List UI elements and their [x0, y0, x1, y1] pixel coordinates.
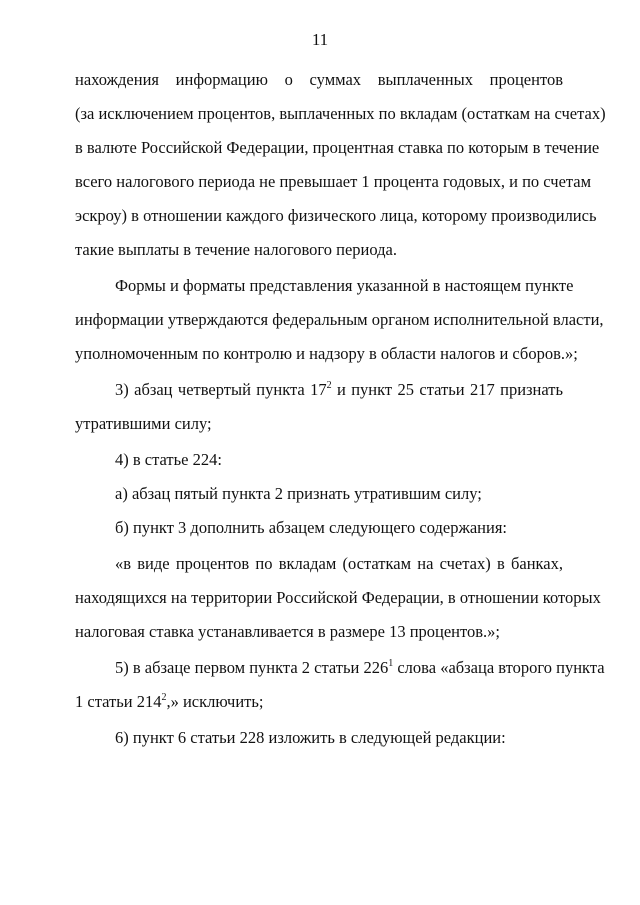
paragraph-item-4b: б) пункт 3 дополнить абзацем следующего содержания: [115, 518, 507, 537]
text-line: (за исключением процентов, выплаченных по вкладам (остаткам на счетах) [75, 104, 606, 123]
text-line [115, 380, 563, 400]
text-line [75, 692, 264, 712]
text-fragment: ,» исключить; [166, 692, 264, 711]
text-line: уполномоченным по контролю и надзору в области налогов и сборов.»; [75, 344, 578, 363]
text-line: «в виде процентов по вкладам (остаткам на счетах) в банках, [115, 554, 563, 573]
text-line: эскроу) в отношении каждого физического лица, которому производились [75, 206, 597, 225]
text-fragment: 3) абзац четвертый пункта 17 [115, 380, 327, 399]
text-line: налоговая ставка устанавливается в размере 13 процентов.»; [75, 622, 501, 641]
text-fragment: 5) в абзаце первом пункта 2 статьи 226 [115, 658, 389, 677]
text-line: утратившими силу; [75, 414, 212, 433]
text-line: Формы и форматы представления указанной в настоящем пункте [115, 276, 574, 295]
page-number: 11 [311, 30, 329, 49]
text-line: информации утверждаются федеральным органом исполнительной власти, [75, 310, 604, 329]
paragraph-item-6: 6) пункт 6 статьи 228 изложить в следующей редакции: [115, 728, 506, 747]
superscript: 2 [161, 692, 167, 703]
text-line: нахождения информацию о суммах выплаченных процентов [75, 70, 563, 89]
text-fragment: слова «абзаца второго пункта [393, 658, 605, 677]
text-fragment: 1 статьи 214 [75, 692, 162, 711]
text-line: такие выплаты в течение налогового периода. [75, 240, 397, 259]
text-line: в валюте Российской Федерации, процентная ставка по которым в течение [75, 138, 600, 157]
paragraph-item-4a: а) абзац пятый пункта 2 признать утратившим силу; [115, 484, 482, 503]
text-line: всего налогового периода не превышает 1 процента годовых, и по счетам [75, 172, 592, 191]
text-line: находящихся на территории Российской Федерации, в отношении которых [75, 588, 601, 607]
superscript: 1 [388, 658, 394, 669]
superscript: 2 [326, 380, 332, 391]
paragraph-item-4: 4) в статье 224: [115, 450, 222, 469]
text-line [115, 658, 605, 678]
text-fragment: и пункт 25 статьи 217 признать [331, 380, 564, 399]
